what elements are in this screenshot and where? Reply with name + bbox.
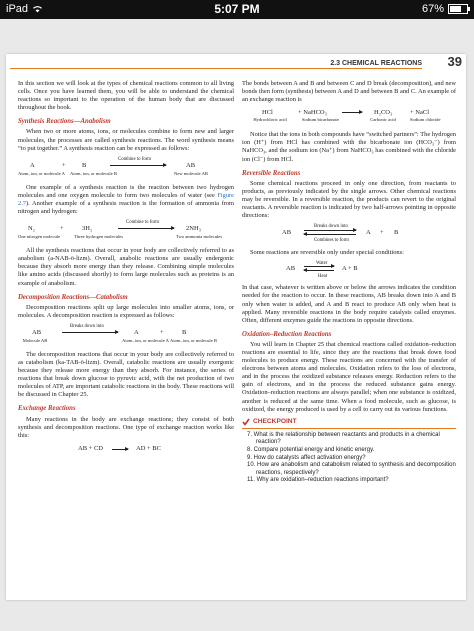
battery-icon bbox=[448, 4, 468, 14]
eq5-t2: + NaHCO₃ bbox=[298, 109, 327, 117]
eq1-b: B bbox=[82, 161, 87, 169]
checkpoint-item: 7. What is the relationship between reactants and products in a chemical reaction? bbox=[247, 431, 440, 446]
exchange-paragraph: Many reactions in the body are exchange reactions; they consist of both synthesis and decomposition reactions. One type of exchange reaction works like this: bbox=[18, 415, 234, 439]
page-number: 39 bbox=[447, 54, 462, 69]
eq2-arrow bbox=[118, 228, 174, 229]
eq7-forward-arrow bbox=[304, 266, 334, 267]
eq3-arrow bbox=[62, 332, 118, 333]
exchange-heading: Exchange Reactions bbox=[18, 405, 76, 413]
synthesis-paragraph: When two or more atoms, ions, or molecules combine to form new and larger molecules, the processes are called synthesis reactions. The word synthesis means “to put together.” A synthesis reaction can be expressed as follows: bbox=[18, 128, 234, 152]
eq3-plus: + bbox=[160, 328, 164, 336]
ammonia-equation bbox=[18, 219, 234, 243]
eq3-ab-sub: Molecule AB bbox=[22, 337, 48, 343]
decomposition-equation bbox=[18, 323, 234, 347]
checkpoint-item: 11. Why are oxidation–reduction reactions important? bbox=[247, 477, 389, 484]
eq1-a-sub: Atom, ion, or molecule A bbox=[18, 170, 65, 176]
eq5-s4: Sodium chloride bbox=[410, 117, 441, 123]
checkpoint-label: CHECKPOINT bbox=[253, 417, 297, 425]
eq1-arrow bbox=[110, 165, 166, 166]
right-column bbox=[242, 80, 456, 485]
checkmark-icon bbox=[242, 418, 250, 426]
checkpoint-rule bbox=[242, 428, 456, 429]
checkpoint-box bbox=[242, 418, 456, 485]
syn-p2a: One example of a synthesis reaction is the reaction between two hydrogen molecules and one oxygen molecule to form two molecules of water (see bbox=[18, 183, 234, 199]
left-column bbox=[18, 80, 234, 459]
eq4-left: AB + CD bbox=[78, 444, 103, 452]
eq3-b: B bbox=[182, 328, 187, 336]
intro-paragraph: In this section we will look at the types of chemical reactions common to all living cells. Once you have learned them, you will be able to understand the chemical reactions so important to the operation of the human body that are discussed throughout the book. bbox=[18, 80, 234, 112]
eq5-t4: + NaCl bbox=[410, 109, 430, 117]
eq2-plus: + bbox=[60, 225, 64, 233]
eq2-h2: 3H₂ bbox=[82, 225, 93, 233]
special-conditions-paragraph: Some reactions are reversible only under special conditions: bbox=[250, 249, 404, 257]
eq2-nh3: 2NH₃ bbox=[186, 225, 201, 233]
eq6-a: A bbox=[366, 229, 371, 237]
catabolism-paragraph: The decomposition reactions that occur in your body are collectively referred to as catabolism (ka-TAB-ō-lizm). Overall, catabolic reactions are usually exergonic because they release more energy than they absorb. For instance, the series of reactions that break down glucose to pyruvic acid, with the net production of two molecules of ATP, are important catabolic reactions in the body. These reactions will be discussed in Chapter 25. bbox=[18, 350, 234, 399]
device-label: iPad bbox=[6, 3, 29, 15]
anabolism-paragraph: All the synthesis reactions that occur in your body are collectively referred to as anabolism (a-NAB-ō-lizm). Overall, anabolic reactions are usually endergonic because they absorb more energy than they release. Combining simple molecules like amino acids (discussed shortly) to form large molecules such as proteins is an example of anabolism. bbox=[18, 247, 234, 287]
decomposition-paragraph: Decomposition reactions split up large molecules into smaller atoms, ions, or molecules. A decomposition reaction is expressed as follows: bbox=[18, 303, 234, 319]
synthesis-heading: Synthesis Reactions—Anabolism bbox=[18, 118, 111, 126]
eq6-plus: + bbox=[380, 229, 384, 237]
syn-p2b: ). Another example of a synthesis reaction is the formation of ammonia from nitrogen and hydrogen: bbox=[18, 199, 234, 216]
checkpoint-item: 10. How are anabolism and catabolism related to synthesis and decomposition reactions, respectively? bbox=[247, 462, 456, 476]
conditions-paragraph: In that case, whatever is written above or below the arrows indicates the condition needed for the reaction to occur. In these reactions, AB breaks down into A and B only when water is added, and A and B react to produce AB only when heat is applied. Many reversible reactions in the body require catalysts called enzymes. Often, different enzymes guide the reactions in opposite directions. bbox=[242, 284, 456, 324]
decomposition-heading: Decomposition Reactions—Catabolism bbox=[18, 293, 128, 301]
eq3-ab: AB bbox=[32, 328, 42, 336]
page-header bbox=[6, 54, 466, 76]
exchange-explain-paragraph: The bonds between A and B and between C and D break (decomposition), and new bonds then form (synthesis) between A and D and between B and C. An example of an exchange reaction is bbox=[242, 80, 456, 104]
eq4-arrow bbox=[112, 449, 128, 450]
eq7-right: A + B bbox=[342, 265, 358, 273]
eq3-b-sub: Atom, ion, or molecule B bbox=[170, 337, 217, 343]
eq3-a: A bbox=[134, 328, 139, 336]
eq5-t3: H₂CO₃ bbox=[374, 109, 393, 117]
eq6-ab: AB bbox=[282, 229, 292, 237]
switched-partners-paragraph: Notice that the ions in both compounds have “switched partners”: The hydrogen ion (H⁺) from HCl has combined with the bicarbonate ion (HCO₃⁻) from NaHCO₃, and the sodium ion (Na⁺) from NaHCO₃ has combined with the chloride ion (Cl⁻) from HCl. bbox=[242, 131, 456, 163]
oxidation-heading: Oxidation–Reduction Reactions bbox=[242, 330, 332, 338]
synthesis-example-paragraph bbox=[18, 184, 234, 216]
eq3-a-sub: Atom, ion, or molecule A bbox=[122, 337, 169, 343]
chapter-title: 2.3 CHEMICAL REACTIONS bbox=[330, 60, 422, 67]
exchange-equation bbox=[18, 443, 234, 455]
eq2-label: Combine to form bbox=[126, 220, 160, 226]
reversible-heading: Reversible Reactions bbox=[242, 169, 301, 177]
checkpoint-item: 9. How do catalysts affect activation energy? bbox=[247, 454, 366, 461]
eq1-b-sub: Atom, ion, or molecule B bbox=[70, 170, 117, 176]
eq7-reverse-arrow bbox=[304, 270, 334, 271]
eq1-plus: + bbox=[62, 161, 66, 169]
eq4-right: AD + BC bbox=[136, 444, 161, 452]
eq5-arrow bbox=[342, 112, 362, 113]
eq1-ab: AB bbox=[186, 161, 196, 169]
eq1-a: A bbox=[30, 161, 35, 169]
eq5-s1: Hydrochloric acid bbox=[253, 117, 287, 123]
battery-percent: 67% bbox=[421, 3, 444, 15]
eq2-nh3-sub: Two ammonia molecules bbox=[176, 234, 223, 240]
eq7-bottom: Heat bbox=[318, 274, 328, 280]
eq5-s3: Carbonic acid bbox=[370, 117, 396, 123]
checkpoint-title bbox=[242, 418, 456, 426]
eq6-top: Breaks down into bbox=[314, 224, 348, 230]
reversible-equation bbox=[242, 223, 456, 245]
reversible-paragraph: Some chemical reactions proceed in only one direction, from reactants to products, as previously indicated by the single arrows. Other chemical reactions may be reversible. In a reversible reaction, the products can revert to the original reactants. A reversible reaction is indicated by two half-arrows pointing in opposite directions: bbox=[242, 179, 456, 220]
eq1-label: Combine to form bbox=[118, 156, 152, 162]
water-heat-equation bbox=[242, 260, 456, 280]
header-rule bbox=[10, 68, 422, 69]
eq6-forward-arrow bbox=[304, 230, 356, 231]
figure-link[interactable]: Figure 2.7 bbox=[18, 191, 234, 207]
eq6-bottom: Combines to form bbox=[314, 238, 349, 244]
oxidation-paragraph: You will learn in Chapter 25 that chemical reactions called oxidation–reduction reactions are essential to life, since they are the reactions that break down food molecules to produce energy. These reactions are concerned with the transfer of electrons between atoms and molecules. Oxidation refers to the loss of electrons, and in the process the oxidized substance releases energy. Reduction refers to the gain of electrons, and in the process the reduced substance gains energy. Oxidation–reduction reactions are always parallel; when one substance is oxidized, another is reduced at the same time. When a food molecule, such as glucose, is oxidized, the energy produced is used by a cell to carry out its various functions. bbox=[242, 340, 456, 413]
book-page[interactable] bbox=[6, 54, 466, 600]
eq2-n2: N₂ bbox=[28, 225, 35, 233]
bottom-margin bbox=[0, 621, 474, 631]
status-bar bbox=[0, 0, 474, 19]
eq2-n2-sub: One nitrogen molecule bbox=[18, 234, 61, 240]
eq1-ab-sub: New molecule AB bbox=[174, 170, 208, 176]
eq5-t1: HCl bbox=[262, 109, 273, 117]
synthesis-equation bbox=[18, 156, 234, 180]
eq6-b: B bbox=[394, 229, 399, 237]
eq7-top: Water bbox=[316, 261, 328, 267]
eq2-h2-sub: Three hydrogen molecules bbox=[74, 234, 123, 240]
eq3-label: Breaks down into bbox=[70, 323, 104, 329]
hcl-equation bbox=[242, 107, 456, 127]
checkpoint-item: 8. Compare potential energy and kinetic energy. bbox=[247, 447, 375, 453]
eq5-s2: Sodium bicarbonate bbox=[302, 117, 339, 123]
eq6-reverse-arrow bbox=[304, 234, 356, 235]
eq7-ab: AB bbox=[286, 265, 296, 273]
clock: 5:07 PM bbox=[214, 2, 260, 16]
status-right bbox=[422, 3, 468, 15]
